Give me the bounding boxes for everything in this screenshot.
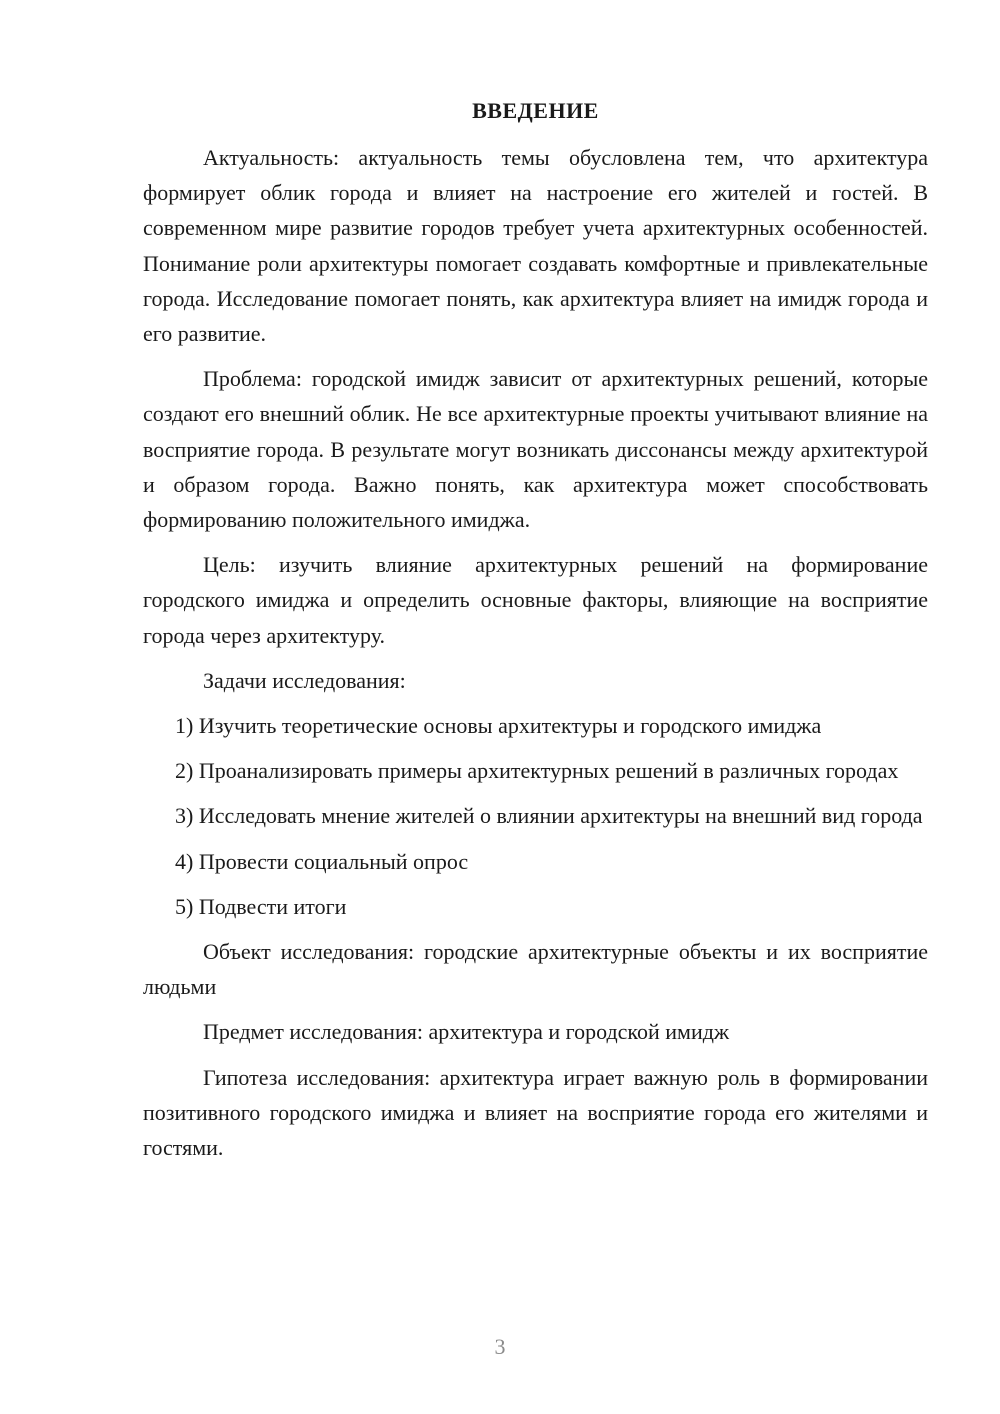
page-title: ВВЕДЕНИЕ (472, 98, 599, 123)
document-page (143, 96, 928, 1175)
list-item: 2) Проанализировать примеры архитектурных решений в различных городах (175, 758, 899, 784)
list-item: 5) Подвести итоги (175, 893, 347, 919)
page-number: 3 (494, 1334, 506, 1359)
goal-paragraph: Цель: изучить влияние архитектурных решений на формирование городского имиджа и определить основные факторы, влияющие на восприятие города через архитектуру. (143, 552, 928, 648)
list-item: 3) Исследовать мнение жителей о влиянии архитектуры на внешний вид города (175, 803, 923, 829)
list-item: 1) Изучить теоретические основы архитектуры и городского имиджа (175, 713, 822, 739)
list-item: 4) Провести социальный опрос (175, 848, 469, 874)
object-paragraph: Объект исследования: городские архитектурные объекты и их восприятие людьми (143, 939, 928, 1000)
relevance-paragraph: Актуальность: актуальность темы обусловлена тем, что архитектура формирует облик города и влияет на настроение его жителей и гостей. В современном мире развитие городов требует учета архитектурных особенностей. Понимание роли архитектуры помогает создавать комфортные и привлекательные города. Исследование помогает понять, как архитектура влияет на имидж города и его развитие. (143, 145, 928, 347)
tasks-heading: Задачи исследования: (203, 667, 406, 693)
tasks-list (143, 708, 928, 924)
hypothesis-paragraph: Гипотеза исследования: архитектура играет важную роль в формировании позитивного городского имиджа и влияет на восприятие города его жителями и гостями. (143, 1064, 928, 1161)
subject-paragraph: Предмет исследования: архитектура и городской имидж (203, 1019, 730, 1045)
problem-paragraph: Проблема: городской имидж зависит от архитектурных решений, которые создают его внешний облик. Не все архитектурные проекты учитывают влияние на восприятие города. В результате могут возникать диссонансы между архитектурой и образом города. Важно понять, как архитектура может способствовать формированию положительного имиджа. (143, 366, 928, 533)
